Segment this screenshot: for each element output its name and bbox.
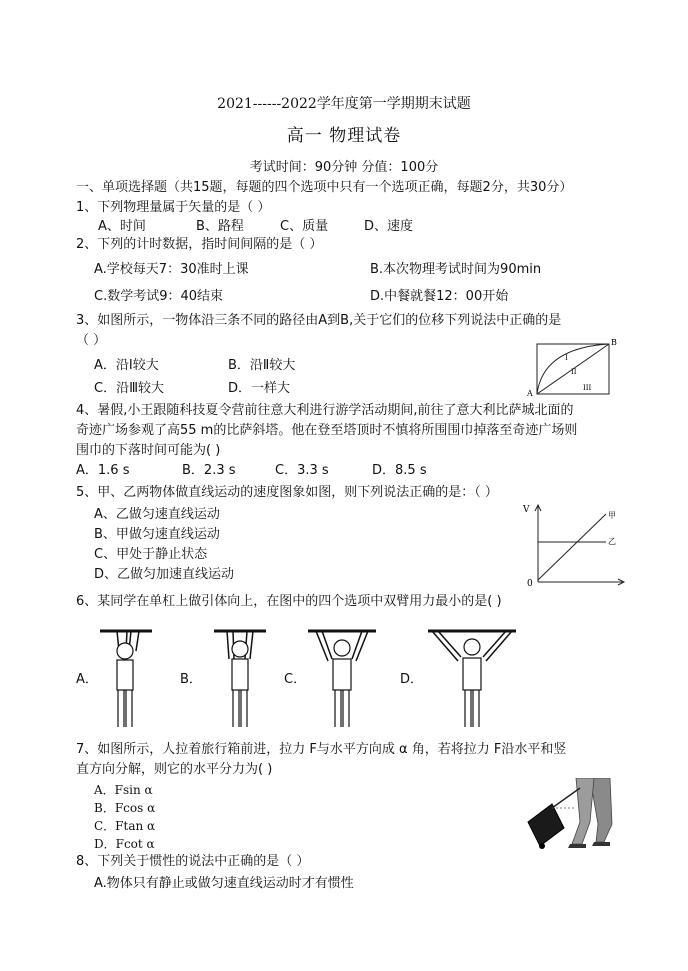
q6c-head [334, 640, 350, 656]
q4-option-a: A．1.6 s [76, 463, 130, 478]
q6d-legs [465, 690, 479, 727]
q8-option-a: A.物体只有静止或做匀速直线运动时才有惯性 [94, 876, 354, 891]
exam-title: 2021------2022学年度第一学期期末试题 [217, 96, 471, 112]
q2-option-d: D.中餐就餐12：00开始 [370, 289, 509, 304]
q5-stem: 5、甲、乙两物体做直线运动的速度图象如图，则下列说法正确的是：（ ） [76, 485, 498, 500]
q5-option-b: B、甲做匀速直线运动 [94, 527, 220, 542]
q3-option-a: A．沿Ⅰ较大 [94, 358, 159, 373]
q7-line2: 直方向分解，则它的水平分力为( ) [76, 762, 273, 777]
q6d-right-arm [483, 631, 512, 661]
q7-handle [552, 788, 580, 808]
q1-option-a: A、时间 [98, 219, 146, 234]
q1-option-d: D、速度 [364, 219, 414, 234]
q5-yi-label: 乙 [608, 537, 616, 546]
q5-option-a: A、乙做匀速直线运动 [94, 507, 220, 522]
q6-figure-a [98, 625, 154, 731]
q7-shoe-front [568, 844, 586, 848]
q6c-left-arm [316, 631, 332, 661]
q2-option-b: B.本次物理考试时间为90min [370, 262, 542, 277]
q3-option-b: B．沿Ⅱ较大 [228, 358, 296, 373]
q5-origin-label: 0 [527, 579, 533, 589]
q6-label-a: A． [76, 672, 98, 687]
q5-vt-graph [520, 500, 630, 590]
q7-option-a: A．Fsin α [94, 783, 153, 797]
q6d-left-arm [432, 631, 461, 661]
q6a-legs [118, 690, 132, 727]
q1-option-c: C、质量 [280, 219, 329, 234]
q3-label-iii: III [583, 384, 592, 392]
q7-suitcase-photo [524, 778, 616, 850]
q4-option-b: B．2.3 s [182, 463, 236, 478]
q7-option-c: C．Ftan α [94, 819, 156, 833]
q3-path-figure [525, 336, 620, 398]
q8-stem: 8、下列关于惯性的说法中正确的是（ ） [76, 854, 310, 869]
q7-leg-front [572, 778, 594, 844]
q6d-torso [463, 658, 481, 690]
q1-stem: 1、下列物理量属于矢量的是（ ） [76, 200, 271, 215]
q3-option-c: C．沿Ⅲ较大 [94, 381, 165, 396]
q3-label-a: A [527, 389, 533, 398]
q1-option-b: B、路程 [196, 219, 244, 234]
q6b-legs [233, 690, 247, 727]
q5-line-jia [538, 514, 606, 580]
q4-line1: 4、暑假,小王跟随科技夏令营前往意大利进行游学活动期间,前往了意大利比萨城北面的 [76, 403, 574, 418]
q6-figure-d [426, 625, 518, 731]
q5-v-label: V [523, 505, 530, 515]
q2-option-c: C.数学考试9：40结束 [94, 289, 224, 304]
q6c-right-arm [352, 631, 368, 661]
q7-option-b: B．Fcos α [94, 801, 156, 815]
q6-label-c: C． [284, 672, 307, 687]
q5-option-d: D、乙做匀加速直线运动 [94, 567, 235, 582]
q4-line2: 奇迹广场参观了高55 m的比萨斜塔。他在登至塔顶时不慎将所围围巾掉落至奇迹广场则 [76, 423, 578, 438]
q6c-torso [333, 659, 351, 690]
q3-label-b: B [611, 338, 617, 347]
q4-option-c: C．3.3 s [275, 463, 329, 478]
q6a-head [117, 643, 133, 659]
q6b-torso [232, 659, 248, 690]
q6-figure-c [306, 625, 378, 731]
q2-stem: 2、下列的计时数据，指时间间隔的是（ ） [76, 237, 323, 252]
q6d-head [464, 639, 480, 655]
q6-figure-b [212, 625, 268, 731]
subject-title: 高一 物理试卷 [286, 126, 402, 146]
q6-label-d: D． [400, 672, 424, 687]
q5-jia-label: 甲 [608, 511, 616, 520]
q7-option-d: D．Fcot α [94, 837, 155, 851]
q3-stem: 3、如图所示，一物体沿三条不同的路径由A到B,关于它们的位移下列说法中正确的是 [76, 313, 562, 328]
q3-label-i: I [565, 354, 568, 362]
q4-option-d: D．8.5 s [372, 463, 427, 478]
q5-option-c: C、甲处于静止状态 [94, 547, 208, 562]
q7-line1: 7、如图所示，人拉着旅行箱前进，拉力 F与水平方向成 α 角，若将拉力 F沿水平和竖 [76, 742, 567, 757]
time-score: 考试时间：90分钟 分值：100分 [249, 160, 439, 175]
q6a-torso [117, 660, 133, 690]
q3-label-ii: II [571, 368, 577, 376]
q7-suitcase [528, 804, 564, 846]
section-heading: 一、单项选择题（共15题，每题的四个选项中只有一个选项正确，每题2分，共30分） [76, 180, 573, 195]
q7-shoe-back [592, 842, 610, 846]
q6c-legs [335, 690, 349, 727]
q3-stem-paren: （ ） [76, 333, 107, 348]
q2-option-a: A.学校每天7：30准时上课 [94, 262, 249, 277]
q7-wheel [539, 843, 545, 849]
q3-option-d: D．一样大 [228, 381, 291, 396]
q6-label-b: B． [180, 672, 202, 687]
q6-stem: 6、某同学在单杠上做引体向上，在图中的四个选项中双臂用力最小的是( ) [76, 594, 502, 609]
q4-line3: 围巾的下落时间可能为( ) [76, 443, 221, 458]
q6b-head [232, 641, 248, 657]
